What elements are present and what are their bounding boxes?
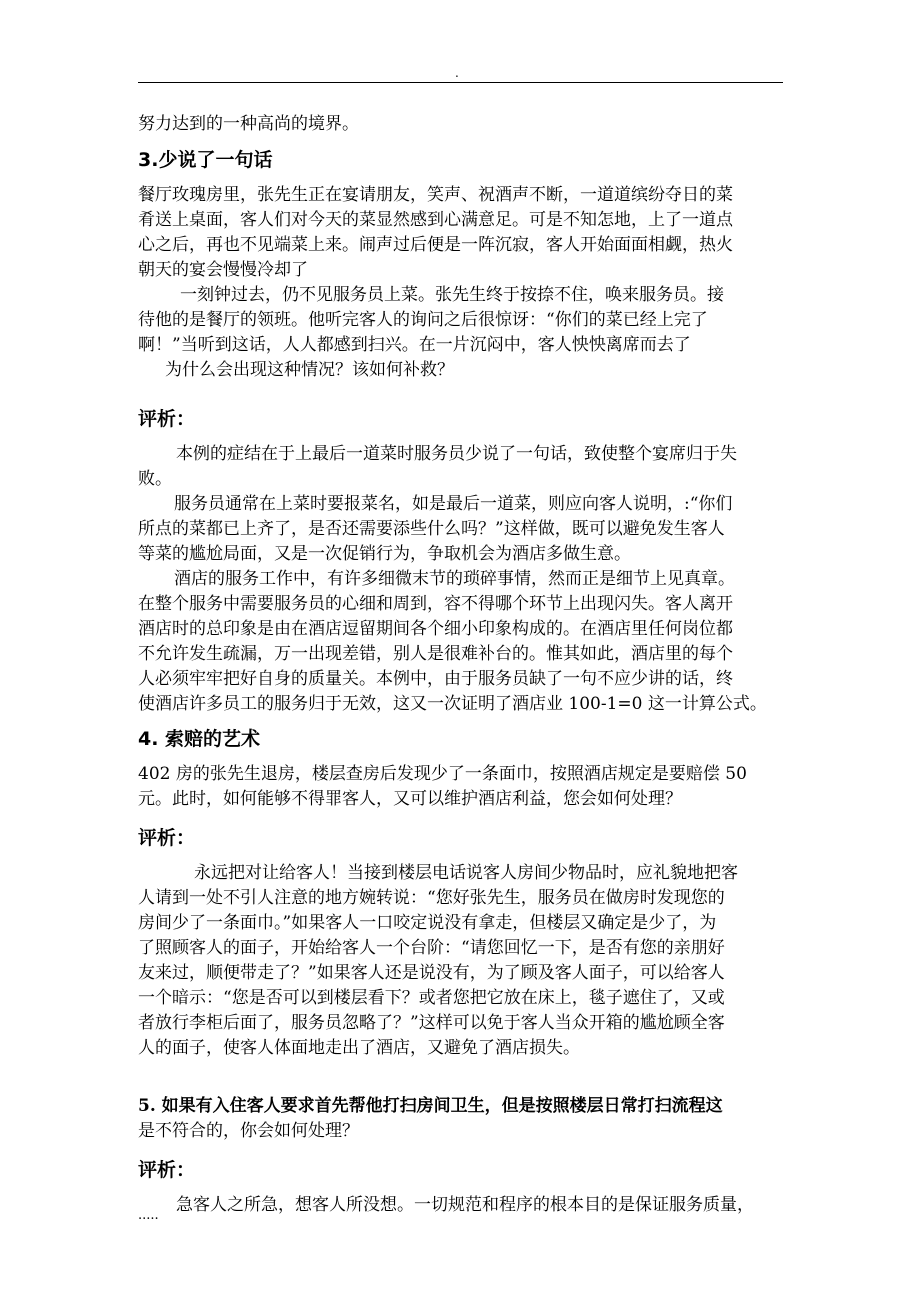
text-line: 为什么会出现这种情况？该如何补救？ [165, 360, 454, 380]
section-heading: 3.少说了一句话 [138, 149, 273, 171]
text-line: 本例的症结在于上最后一道菜时服务员少说了一句话，致使整个宴席归于失 [176, 444, 737, 464]
text-line: 心之后，再也不见端菜上来。闹声过后便是一阵沉寂，客人开始面面相觑，热火 [138, 235, 733, 255]
document-body [138, 112, 786, 1218]
text-line: 人必须牢牢把好自身的质量关。本例中，由于服务员缺了一句不应少讲的话，终 [138, 669, 733, 689]
text-line: 友来过，顺便带走了？”如果客人还是说没有，为了顾及客人面子，可以给客人 [138, 963, 725, 983]
text-line: 朝天的宴会慢慢冷却了 [138, 260, 308, 280]
text-line: 急客人之所急，想客人所没想。一切规范和程序的根本目的是保证服务质量， [176, 1195, 754, 1215]
text-line: 元。此时，如何能够不得罪客人，又可以维护酒店利益，您会如何处理？ [138, 789, 682, 809]
section-heading: 评析： [138, 1159, 196, 1181]
section-heading: 4. 索赔的艺术 [138, 728, 261, 750]
text-line: 所点的菜都已上齐了，是否还需要添些什么吗？”这样做，既可以避免发生客人 [138, 519, 725, 539]
text-line: 人请到一处不引人注意的地方婉转说：“您好张先生，服务员在做房时发现您的 [138, 888, 725, 908]
footer-mark: ..... [138, 1208, 159, 1223]
text-line: 了照顾客人的面子，开始给客人一个台阶：“请您回忆一下，是否有您的亲朋好 [138, 938, 725, 958]
text-line: 啊！”当听到这话，人人都感到扫兴。在一片沉闷中，客人怏怏离席而去了 [138, 335, 691, 355]
text-line: 一个暗示：“您是否可以到楼层看下？或者您把它放在床上，毯子遮住了，又或 [138, 988, 725, 1008]
section-heading: 评析： [138, 827, 196, 849]
header-rule [138, 82, 783, 83]
text-line: 酒店时的总印象是由在酒店逗留期间各个细小印象构成的。在酒店里任何岗位都 [138, 619, 733, 639]
text-line: 服务员通常在上菜时要报菜名，如是最后一道菜，则应向客人说明，:“你们 [174, 494, 733, 514]
text-line: 402 房的张先生退房，楼层查房后发现少了一条面巾，按照酒店规定是要赔偿 50 [138, 764, 747, 784]
text-line: 待他的是餐厅的领班。他听完客人的询问之后很惊讶：“你们的菜已经上完了 [138, 310, 708, 330]
text-line: 酒店的服务工作中，有许多细微末节的琐碎事情，然而正是细节上见真章。 [174, 569, 735, 589]
text-line: 永远把对让给客人！当接到楼层电话说客人房间少物品时，应礼貌地把客 [194, 863, 738, 883]
text-line: 肴送上桌面，客人们对今天的菜显然感到心满意足。可是不知怎地，上了一道点 [138, 210, 733, 230]
text-line: 败。 [138, 469, 172, 489]
header-mark: . [455, 66, 459, 80]
text-line: 餐厅玫瑰房里，张先生正在宴请朋友，笑声、祝酒声不断，一道道缤纷夺日的菜 [138, 185, 733, 205]
text-line: 人的面子，使客人体面地走出了酒店，又避免了酒店损失。 [138, 1038, 580, 1058]
text-line: 努力达到的一种高尚的境界。 [138, 114, 359, 134]
text-line: 等菜的尴尬局面，又是一次促销行为，争取机会为酒店多做生意。 [138, 544, 631, 564]
section-heading: 评析： [138, 408, 196, 430]
text-line: 使酒店许多员工的服务归于无效，这又一次证明了酒店业 100-1=0 这一计算公式。 [138, 694, 767, 714]
text-line: 是不符合的，你会如何处理？ [138, 1121, 359, 1141]
text-line: 在整个服务中需要服务员的心细和周到，容不得哪个环节上出现闪失。客人离开 [138, 594, 733, 614]
text-line: 房间少了一条面巾。”如果客人一口咬定说没有拿走，但楼层又确定是少了，为 [138, 913, 717, 933]
text-line: 不允许发生疏漏，万一出现差错，别人是很难补台的。惟其如此，酒店里的每个 [138, 644, 733, 664]
text-line: 5. 如果有入住客人要求首先帮他打扫房间卫生，但是按照楼层日常打扫流程这 [138, 1096, 723, 1116]
text-line: 一刻钟过去，仍不见服务员上菜。张先生终于按捺不住，唤来服务员。接 [180, 285, 724, 305]
text-line: 者放行李柜后面了，服务员忽略了？”这样可以免于客人当众开箱的尴尬顾全客 [138, 1013, 725, 1033]
